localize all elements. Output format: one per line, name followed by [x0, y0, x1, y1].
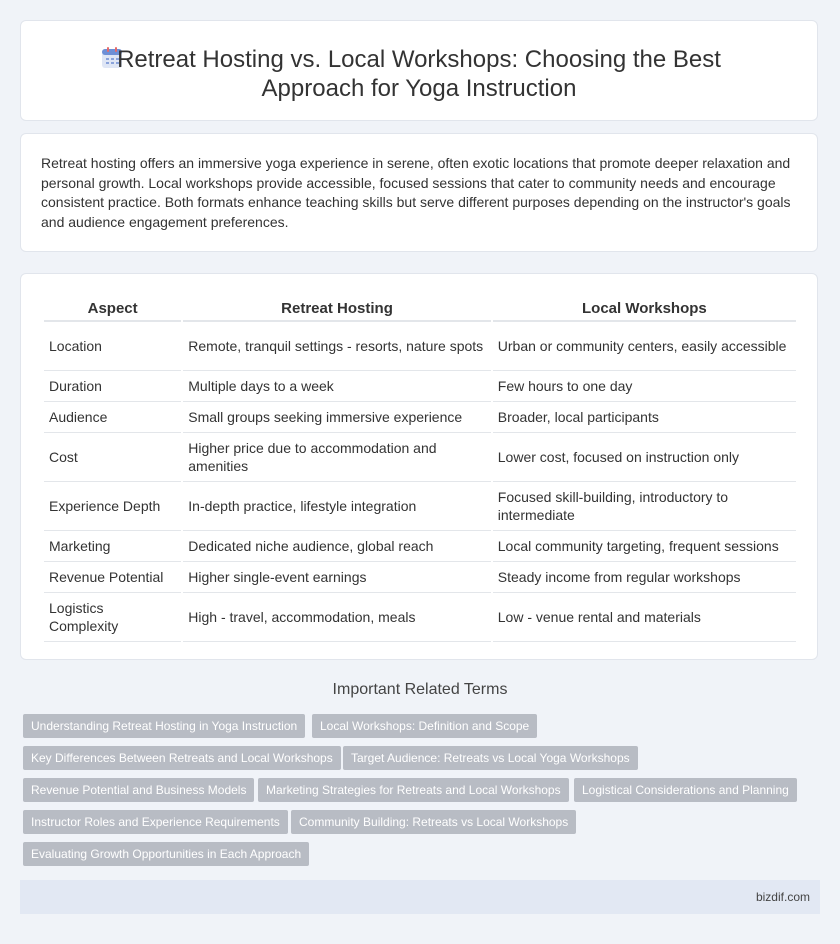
- table-cell: Revenue Potential: [44, 562, 181, 593]
- table-cell: Higher price due to accommodation and amenities: [183, 433, 491, 482]
- table-cell: Cost: [44, 433, 181, 482]
- comparison-table: [42, 296, 798, 642]
- table-row: [44, 371, 796, 402]
- table-row: [44, 322, 796, 371]
- table-cell: Focused skill-building, introductory to intermediate: [493, 482, 796, 531]
- column-header-local: Local Workshops: [493, 296, 796, 322]
- column-header-aspect: Aspect: [44, 296, 181, 322]
- table-cell: High - travel, accommodation, meals: [183, 593, 491, 642]
- table-cell: Local community targeting, frequent sessions: [493, 531, 796, 562]
- table-cell: Dedicated niche audience, global reach: [183, 531, 491, 562]
- page-title-line-1: Retreat Hosting vs. Local Workshops: Choosing the Best: [117, 46, 721, 73]
- related-term-tag[interactable]: Instructor Roles and Experience Requirements: [23, 810, 288, 834]
- table-row: [44, 562, 796, 593]
- table-row: [44, 531, 796, 562]
- table-cell: Higher single-event earnings: [183, 562, 491, 593]
- table-row: [44, 433, 796, 482]
- table-cell: Remote, tranquil settings - resorts, nature spots: [183, 322, 491, 371]
- page-title: [21, 45, 817, 103]
- table-cell: Urban or community centers, easily accessible: [493, 322, 796, 371]
- table-cell: Steady income from regular workshops: [493, 562, 796, 593]
- table-cell: Duration: [44, 371, 181, 402]
- table-row: [44, 482, 796, 531]
- table-cell: Multiple days to a week: [183, 371, 491, 402]
- related-term-tag[interactable]: Key Differences Between Retreats and Local Workshops: [23, 746, 341, 770]
- table-cell: In-depth practice, lifestyle integration: [183, 482, 491, 531]
- related-terms-heading: Important Related Terms: [332, 681, 508, 698]
- comparison-card: [20, 273, 818, 660]
- table-row: [44, 593, 796, 642]
- footer-brand[interactable]: bizdif.com: [755, 890, 810, 904]
- intro-card: [20, 133, 818, 252]
- related-term-tag[interactable]: Evaluating Growth Opportunities in Each Approach: [23, 842, 309, 866]
- related-term-tag[interactable]: Target Audience: Retreats vs Local Yoga Workshops: [343, 746, 638, 770]
- table-cell: Low - venue rental and materials: [493, 593, 796, 642]
- page-title-line-2: Approach for Yoga Instruction: [261, 75, 577, 102]
- table-cell: Audience: [44, 402, 181, 433]
- table-cell: Broader, local participants: [493, 402, 796, 433]
- intro-text: Retreat hosting offers an immersive yoga experience in serene, often exotic locations that promote deeper relaxation and personal growth. Local workshops provide accessible, focused sessions that cater to community needs and encourage consistent practice. Both formats enhance teaching skills but serve different purposes depending on the instructor's goals and audience engagement preferences.: [41, 155, 791, 230]
- related-term-tag[interactable]: Marketing Strategies for Retreats and Local Workshops: [258, 778, 569, 802]
- table-cell: Small groups seeking immersive experience: [183, 402, 491, 433]
- table-header-row: [44, 296, 796, 322]
- column-header-retreat: Retreat Hosting: [183, 296, 491, 322]
- related-term-tag[interactable]: Logistical Considerations and Planning: [574, 778, 797, 802]
- related-term-tag[interactable]: Understanding Retreat Hosting in Yoga Instruction: [23, 714, 305, 738]
- table-cell: Lower cost, focused on instruction only: [493, 433, 796, 482]
- footer: [20, 880, 820, 914]
- table-cell: Logistics Complexity: [44, 593, 181, 642]
- title-card: [20, 20, 818, 121]
- table-cell: Few hours to one day: [493, 371, 796, 402]
- table-cell: Marketing: [44, 531, 181, 562]
- table-cell: Experience Depth: [44, 482, 181, 531]
- table-cell: Location: [44, 322, 181, 371]
- related-term-tag[interactable]: Community Building: Retreats vs Local Workshops: [291, 810, 576, 834]
- related-term-tag[interactable]: Local Workshops: Definition and Scope: [312, 714, 537, 738]
- table-row: [44, 402, 796, 433]
- related-term-tag[interactable]: Revenue Potential and Business Models: [23, 778, 254, 802]
